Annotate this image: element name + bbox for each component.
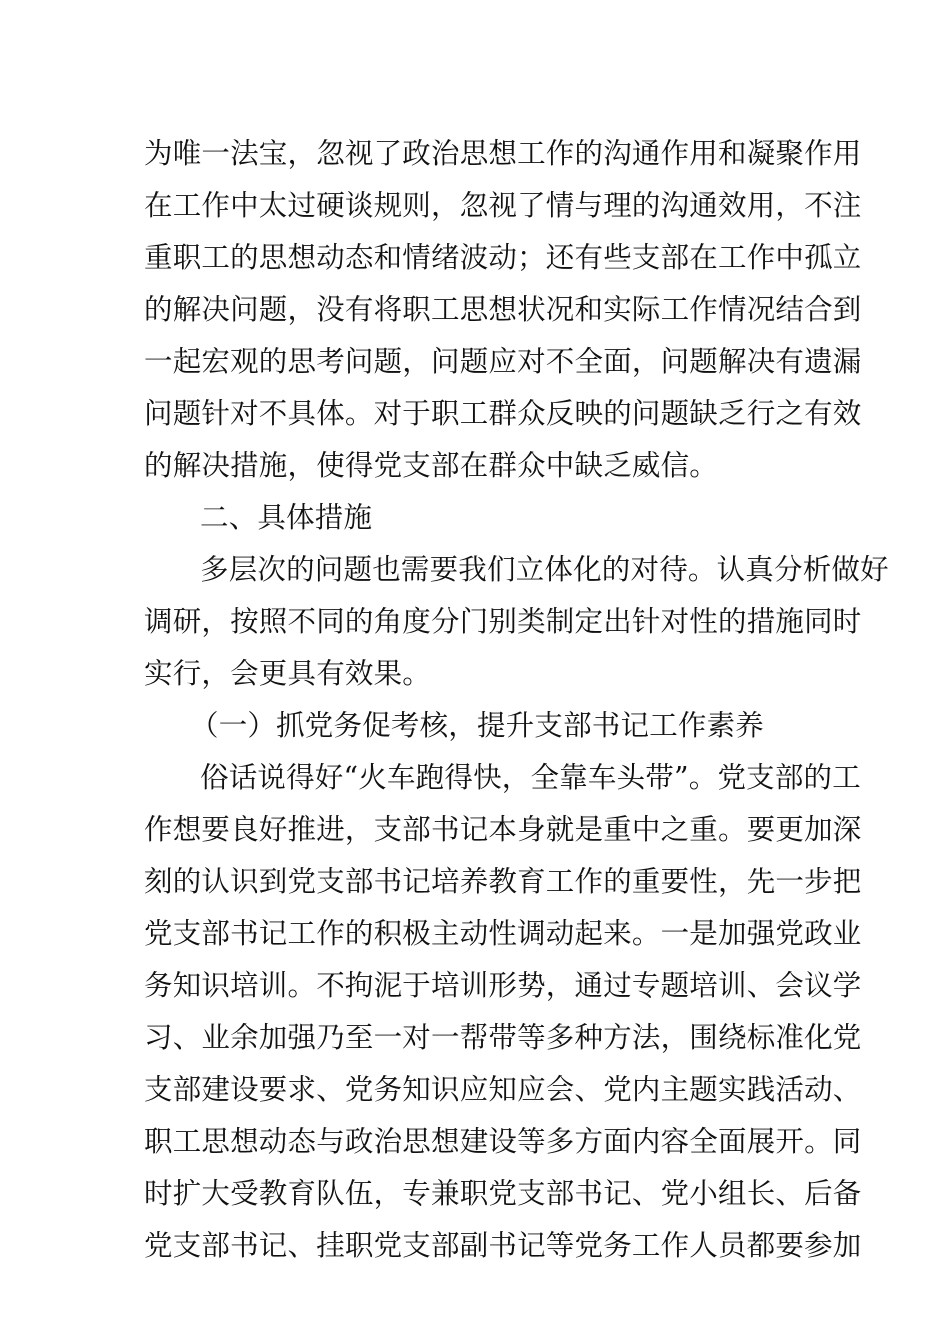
text-line: 俗话说得好“火车跑得快，全靠车头带”。党支部的工: [200, 761, 861, 794]
text-line: 重职工的思想动态和情绪波动；还有些支部在工作中孤立: [144, 241, 862, 274]
text-line: 的解决问题，没有将职工思想状况和实际工作情况结合到: [144, 293, 862, 326]
text-line: 时扩大受教育队伍，专兼职党支部书记、党小组长、后备: [144, 1177, 862, 1210]
text-line: 一起宏观的思考问题，问题应对不全面，问题解决有遗漏: [144, 345, 862, 378]
section-heading: 二、具体措施: [200, 501, 373, 534]
text-line: 问题针对不具体。对于职工群众反映的问题缺乏行之有效: [144, 397, 862, 430]
text-line: 支部建设要求、党务知识应知应会、党内主题实践活动、: [144, 1073, 862, 1106]
text-line: 作想要良好推进，支部书记本身就是重中之重。要更加深: [144, 813, 862, 846]
text-line: 党支部书记工作的积极主动性调动起来。一是加强党政业: [144, 917, 862, 950]
text-line: 调研，按照不同的角度分门别类制定出针对性的措施同时: [144, 605, 862, 638]
text-line: 实行，会更具有效果。: [144, 657, 432, 690]
subsection-heading: （一）抓党务促考核，提升支部书记工作素养: [190, 709, 765, 742]
text-line: 在工作中太过硬谈规则，忽视了情与理的沟通效用，不注: [144, 189, 862, 222]
text-line: 职工思想动态与政治思想建设等多方面内容全面展开。同: [144, 1125, 862, 1158]
text-line: 的解决措施，使得党支部在群众中缺乏威信。: [144, 449, 719, 482]
text-line: 刻的认识到党支部书记培养教育工作的重要性，先一步把: [144, 865, 862, 898]
text-line: 务知识培训。不拘泥于培训形势，通过专题培训、会议学: [144, 969, 862, 1002]
text-line: 多层次的问题也需要我们立体化的对待。认真分析做好: [200, 553, 889, 586]
text-line: 为唯一法宝，忽视了政治思想工作的沟通作用和凝聚作用: [144, 137, 862, 170]
text-line: 党支部书记、挂职党支部副书记等党务工作人员都要参加: [144, 1229, 862, 1262]
text-line: 习、业余加强乃至一对一帮带等多种方法，围绕标准化党: [144, 1021, 862, 1054]
